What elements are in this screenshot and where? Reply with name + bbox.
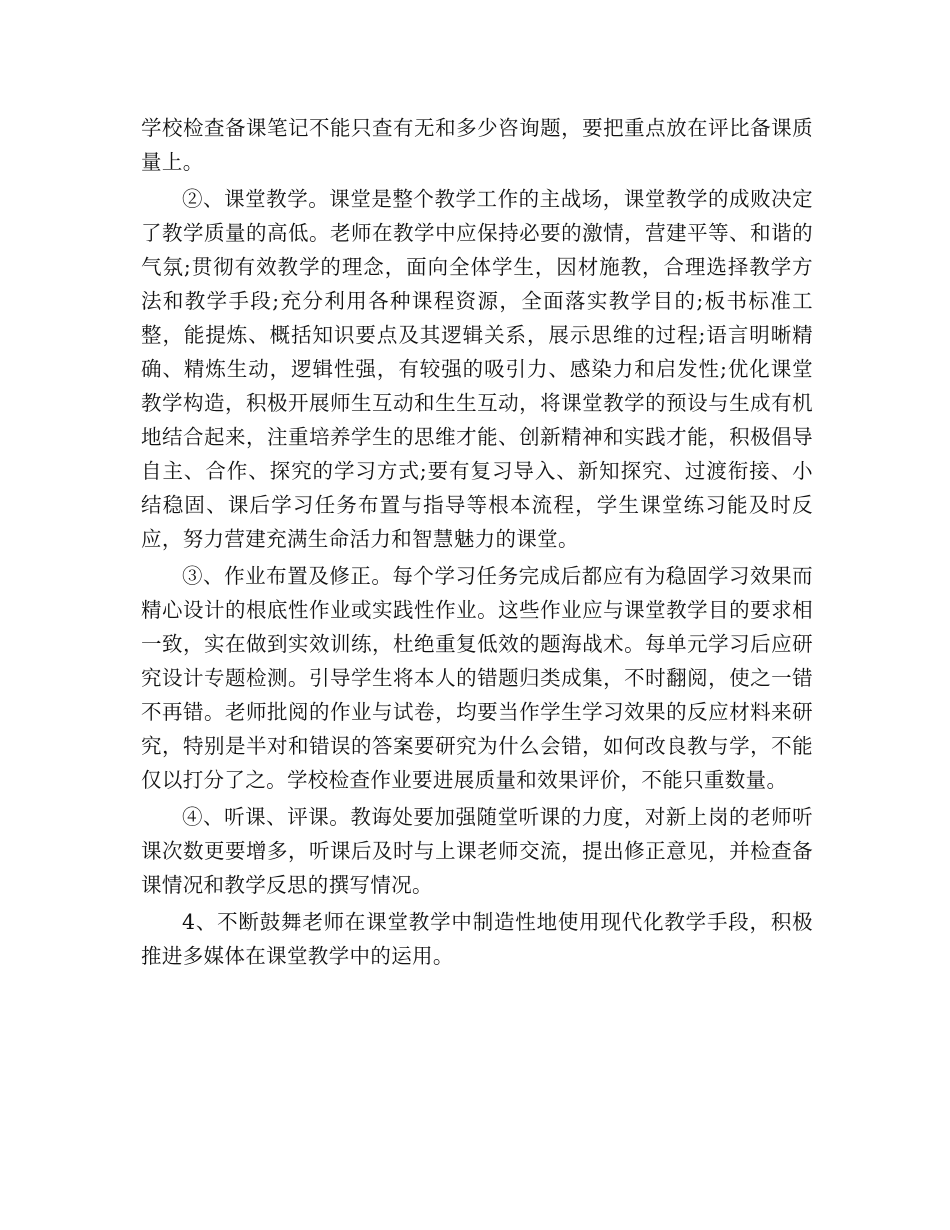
paragraph-modern-teaching-tools: 4、不断鼓舞老师在课堂教学中制造性地使用现代化教学手段，积极推进多媒体在课堂教学中的运用。 [141,910,813,968]
paragraph-lesson-observation: ④、听课、评课。教诲处要加强随堂听课的力度，对新上岗的老师听课次数更要增多，听课后及时与上课老师交流，提出修正意见，并检查备课情况和教学反思的撰写情况。 [141,805,813,897]
paragraph-classroom-teaching: ②、课堂教学。课堂是整个教学工作的主战场，课堂教学的成败决定了教学质量的高低。老师在教学中应保持必要的激情，营建平等、和谐的气氛;贯彻有效教学的理念，面向全体学生，因材施教，合理选择教学方法和教学手段;充分利用各种课程资源，全面落实教学目的;板书标准工整，能提炼、概括知识要点及其逻辑关系，展示思维的过程;语言明晰精确、精炼生动，逻辑性强，有较强的吸引力、感染力和启发性;优化课堂教学构造，积极开展师生互动和生生互动，将课堂教学的预设与生成有机地结合起来，注重培养学生的思维才能、创新精神和实践才能，积极倡导自主、合作、探究的学习方式;要有复习导入、新知探究、过渡衔接、小结稳固、课后学习任务布置与指导等根本流程，学生课堂练习能及时反应，努力营建充满生命活力和智慧魅力的课堂。 [141,187,813,551]
paragraph-homework: ③、作业布置及修正。每个学习任务完成后都应有为稳固学习效果而精心设计的根底性作业或实践性作业。这些作业应与课堂教学目的要求相一致，实在做到实效训练，杜绝重复低效的题海战术。每单元学习后应研究设计专题检测。引导学生将本人的错题归类成集，不时翻阅，使之一错不再错。老师批阅的作业与试卷，均要当作学生学习效果的反应材料来研究，特别是半对和错误的答案要研究为什么会错，如何改良教与学，不能仅以打分了之。学校检查作业要进展质量和效果评价，不能只重数量。 [141,564,813,792]
paragraph-continuation: 学校检查备课笔记不能只查有无和多少咨询题，要把重点放在评比备课质量上。 [141,116,813,174]
document-body [141,111,813,976]
